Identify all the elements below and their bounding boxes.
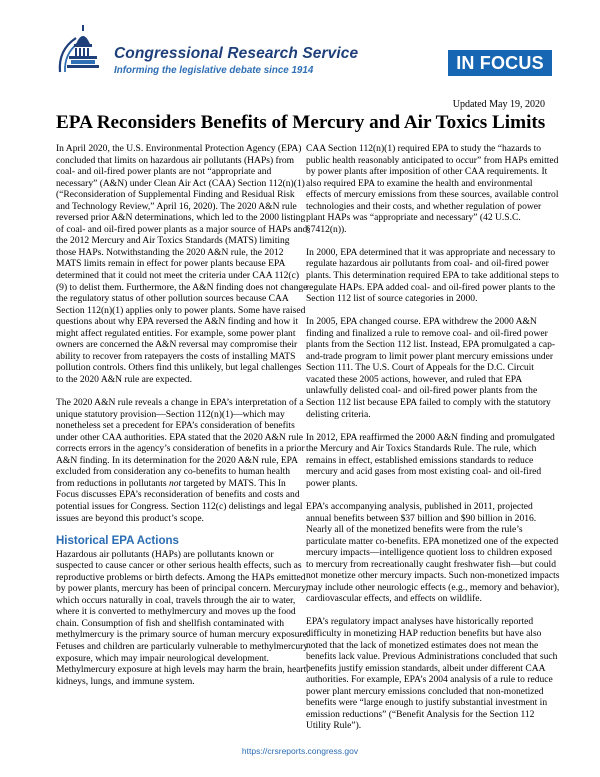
document-title: EPA Reconsiders Benefits of Mercury and Air Toxics Limits bbox=[56, 112, 546, 133]
paragraph bbox=[56, 397, 310, 524]
in-focus-badge: IN FOCUS bbox=[448, 50, 552, 76]
left-column bbox=[56, 143, 310, 699]
right-column bbox=[306, 143, 560, 743]
paragraph: CAA Section 112(n)(1) required EPA to study the “hazards to public health reasonably anticipated to occur” from HAPs emitted by power plants after imposition of other CAA requirements. It also required EPA to examine the health and environmental effects of mercury emissions from these sources, available control technologies and their costs, and whether regulation of power plant HAPs was “appropriate and necessary” (42 U.S.C. §7412(n)). bbox=[306, 143, 559, 235]
section-heading: Historical EPA Actions bbox=[56, 534, 179, 547]
paragraph: EPA’s regulatory impact analyses have historically reported difficulty in monetizing HAP reduction benefits but have also noted that the lack of monetized estimates does not mean the benefits lack value. Previous Administrations concluded that such benefits justify emission standards, albeit under different CAA authorities. For example, EPA’s 2004 analysis of a rule to reduce power plant mercury emissions concluded that non-monetized benefits were “large enough to justify substantial investment in emission reductions” (“Benefit Analysis for the Section 112 Utility Rule”). bbox=[306, 616, 558, 732]
updated-date: Updated May 19, 2020 bbox=[452, 99, 545, 110]
footer-url[interactable]: https://crsreports.congress.gov bbox=[241, 746, 359, 756]
paragraph: Hazardous air pollutants (HAPs) are pollutants known or suspected to cause cancer or other serious health effects, such as reproductive problems or birth defects. Among the HAPs emitted by power plants, mercury has been of principal concern. Mercury, which occurs naturally in coal, travels through the air to water, where it is converted to methylmercury and moves up the food chain. Consumption of fish and shellfish contaminated with methylmercury is the primary source of human mercury exposure. Fetuses and children are particularly vulnerable to methylmercury exposure, which may impair neurological development. Methylmercury exposure at high levels may harm the brain, heart, kidneys, lungs, and immune system. bbox=[56, 548, 310, 687]
paragraph: EPA’s accompanying analysis, published in 2011, projected annual benefits between $37 billion and $90 billion in 2016. Nearly all of the monetized benefits were from the rule’s particulate matter co-benefits. EPA monetized one of the expected mercury impacts—intelligence quotient loss to children exposed to mercury from recreationally caught freshwater fish—but could not monetize other mercury impacts. Such non-monetized impacts may include other neurologic effects (e.g., memory and behavior), cardiovascular effects, and effects on wildlife. bbox=[306, 500, 560, 605]
org-tagline: Informing the legislative debate since 1914 bbox=[114, 65, 314, 76]
paragraph-text: targeted by MATS. This In Focus discusses EPA’s reconsideration of benefits and costs and potential issues for Congress. Section 112(c) delistings and legal issues are beyond this product’s scope. bbox=[56, 477, 303, 524]
capitol-dome-logo bbox=[56, 22, 120, 76]
paragraph: In April 2020, the U.S. Environmental Protection Agency (EPA) concluded that limits on hazardous air pollutants (HAPs) from coal- and oil-fired power plants are not “appropriate and necessary” (A&N) under Clean Air Act (CAA) Section 112(n)(1) (“Reconsideration of Supplemental Finding and Residual Risk and Technology Review,” April 16, 2020). The 2020 A&N rule reversed prior A&N determinations, which led to the 2000 listing of coal- and oil-fired power plants as a major source of HAPs and the 2012 Mercury and Air Toxics Standards (MATS) limiting those HAPs. Notwithstanding the 2020 A&N rule, the 2012 MATS limits remain in effect for power plants because EPA determined that it could not meet the criteria under CAA 112(c)(9) to delist them. Furthermore, the A&N finding does not change the regulatory status of other pollution sources because CAA Section 112(n)(1) applies only to power plants. Some have raised questions about why EPA reversed the A&N finding and how it might affect regulated entities. For example, some power plant owners are concerned the A&N reversal may compromise their ability to recover from ratepayers the costs of installing MATS pollution controls. Others find this unlikely, but legal challenges to the 2020 A&N rule are expected. bbox=[56, 143, 308, 385]
paragraph: In 2012, EPA reaffirmed the 2000 A&N finding and promulgated the Mercury and Air Toxics Standards Rule. The rule, which remains in effect, established emissions standards to reduce mercury and acid gases from most existing coal- and oil-fired power plants. bbox=[306, 431, 555, 489]
paragraph: In 2000, EPA determined that it was appropriate and necessary to regulate hazardous air pollutants from coal- and oil-fired power plants. This determination required EPA to take additional steps to regulate HAPs. EPA added coal- and oil-fired power plants to the Section 112 list of source categories in 2000. bbox=[306, 246, 559, 305]
paragraph: In 2005, EPA changed course. EPA withdrew the 2000 A&N finding and finalized a rule to remove coal- and oil-fired power plants from the Section 112 list. Instead, EPA promulgated a cap-and-trade program to limit power plant mercury emissions under Section 111. The U.S. Court of Appeals for the D.C. Circuit vacated these 2005 actions, however, and ruled that EPA unlawfully delisted coal- and oil-fired power plants from the Section 112 list because EPA failed to comply with the statutory delisting criteria. bbox=[306, 316, 556, 420]
org-name: Congressional Research Service bbox=[114, 45, 359, 62]
paragraph-text: The 2020 A&N rule reveals a change in EPA’s interpretation of a unique statutory provision—Section 112(n)(1)—which may nonetheless set a precedent for EPA’s consideration of benefits under other CAA authorities. EPA stated that the 2020 A&N rule corrects errors in the agency’s consideration of benefits in a prior A&N finding. In its determination for the 2020 A&N rule, EPA excluded from consideration any co-benefits to human health from reductions in pollutants bbox=[56, 397, 305, 489]
emphasis-text: not bbox=[168, 477, 182, 489]
